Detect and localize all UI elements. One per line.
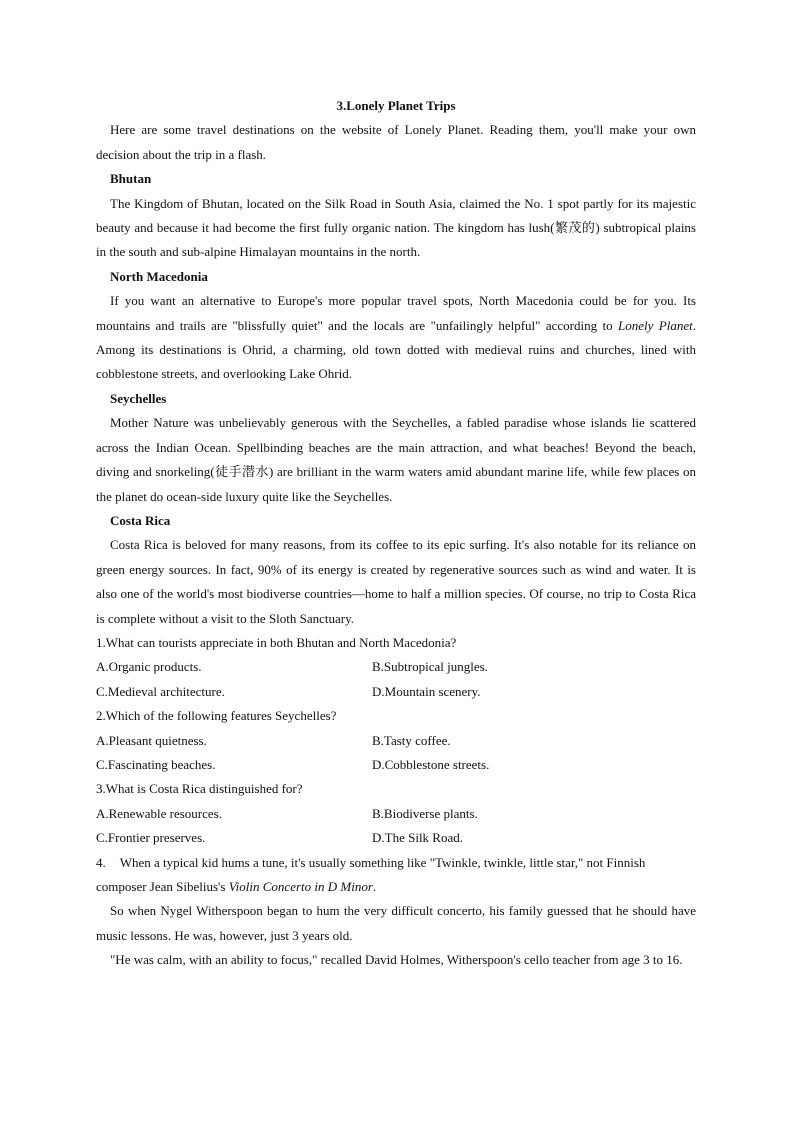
answer-options [96,655,696,704]
option-d: D.The Silk Road. [372,830,463,846]
option-a: A.Organic products. [96,659,202,675]
passage-4-number: 4. [96,854,106,870]
seychelles-paragraph: Mother Nature was unbelievably generous with the Seychelles, a fabled paradise whose islands lie scattered across the Indian Ocean. Spellbinding beaches are the main attraction, and what beaches! Beyond the beach, diving and snorkeling(徒手潜水) are brilliant in the warm waters amid abundant marine life, while few places on the planet do ocean-side luxury quite like the Seychelles. [96,415,696,504]
question-stem: 2.Which of the following features Seychelles? [96,708,337,724]
seychelles-heading: Seychelles [110,390,167,406]
passage-4-italic-title: Violin Concerto in D Minor [228,879,373,894]
page-title: 3.Lonely Planet Trips [336,98,456,113]
option-d: D.Mountain scenery. [372,683,481,699]
macedonia-paragraph [96,289,696,387]
costa-rica-paragraph: Costa Rica is beloved for many reasons, from its coffee to its epic surfing. It's also notable for its reliance on green energy sources. In fact, 90% of its energy is created by regenerative sources such as wind and water. It is also one of the world's most biodiverse countries—home to half a million species. Of course, no trip to Costa Rica is complete without a visit to the Sloth Sanctuary. [96,537,696,626]
option-b: B.Biodiverse plants. [372,805,478,821]
option-b: B.Subtropical jungles. [372,659,488,675]
option-a: A.Renewable resources. [96,805,222,821]
passage-4-paragraph-2: So when Nygel Witherspoon began to hum the very difficult concerto, his family guessed that he should have music lessons. He was, however, just 3 years old. [96,903,696,943]
passage-4-text-before: When a typical kid hums a tune, it's usually something like "Twinkle, twinkle, little star," not Finnish composer Jean Sibelius's [96,854,646,894]
macedonia-text-before: If you want an alternative to Europe's more popular travel spots, North Macedonia could be for you. Its mountains and trails are "blissfully quiet" and the locals are "unfailingly helpful" according to [96,293,696,333]
question-3 [96,777,696,850]
passage-4-paragraph-3: "He was calm, with an ability to focus," recalled David Holmes, Witherspoon's cello teacher from age 3 to 16. [110,952,683,968]
option-d: D.Cobblestone streets. [372,756,490,772]
intro-paragraph: Here are some travel destinations on the website of Lonely Planet. Reading them, you'll make your own decision about the trip in a flash. [96,122,696,162]
question-2 [96,704,696,777]
question-1 [96,631,696,704]
passage-4-text-after: . [372,879,377,894]
option-c: C.Frontier preserves. [96,830,206,846]
bhutan-paragraph: The Kingdom of Bhutan, located on the Silk Road in South Asia, claimed the No. 1 spot partly for its majestic beauty and because it had become the first fully organic nation. The kingdom has lush(繁茂的) subtropical plains in the south and sub-alpine Himalayan mountains in the north. [96,195,696,260]
bhutan-heading: Bhutan [110,171,152,187]
option-c: C.Medieval architecture. [96,683,225,699]
document-page [96,94,696,973]
macedonia-heading: North Macedonia [110,268,208,284]
option-b: B.Tasty coffee. [372,732,451,748]
macedonia-italic-source: Lonely Planet [618,317,693,333]
option-a: A.Pleasant quietness. [96,732,207,748]
macedonia-text-after: . Among its destinations is Ohrid, a charming, old town dotted with medieval ruins and churches, lined with cobblestone streets, and overlooking Lake Ohrid. [96,317,696,382]
costa-rica-heading: Costa Rica [110,512,171,528]
question-stem: 1.What can tourists appreciate in both Bhutan and North Macedonia? [96,634,457,650]
answer-options [96,802,696,851]
answer-options [96,729,696,778]
passage-4-paragraph-1 [96,851,696,900]
question-stem: 3.What is Costa Rica distinguished for? [96,781,303,797]
option-c: C.Fascinating beaches. [96,756,216,772]
